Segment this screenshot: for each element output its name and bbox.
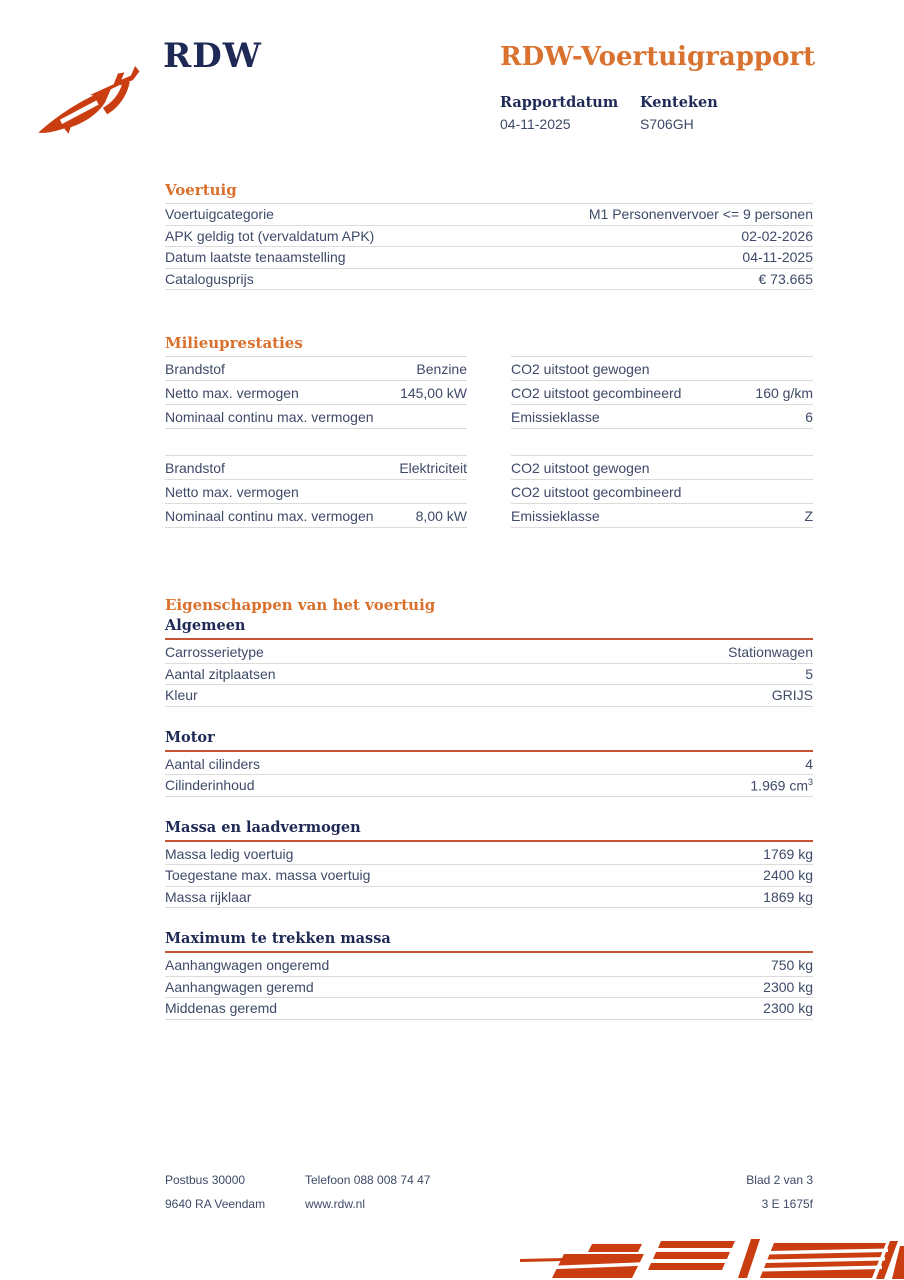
row-label: Aantal zitplaatsen (165, 665, 276, 682)
row-label: Toegestane max. massa voertuig (165, 867, 371, 884)
section-voertuig-title: Voertuig (165, 181, 237, 199)
voertuig-table (165, 203, 813, 290)
table-row (511, 405, 813, 429)
report-header (0, 0, 904, 165)
row-label: Brandstof (165, 360, 225, 377)
report-date-label: Rapportdatum (500, 94, 619, 111)
section-eigenschappen-title: Eigenschappen van het voertuig (165, 596, 436, 614)
table-row (165, 204, 813, 226)
footer-city: 9640 RA Veendam (165, 1197, 266, 1211)
row-label: Emissieklasse (511, 507, 600, 524)
row-value: 750 kg (770, 957, 813, 974)
footer-doc-code: 3 E 1675f (761, 1197, 813, 1211)
row-label: Aanhangwagen geremd (165, 978, 314, 995)
table-row (165, 977, 813, 999)
row-value: Stationwagen (728, 644, 813, 661)
motor-table (165, 754, 813, 797)
row-value (750, 777, 813, 794)
row-label: Massa rijklaar (165, 888, 252, 905)
rdw-logo-text: RDW (163, 36, 262, 76)
row-label: Datum laatste tenaamstelling (165, 249, 346, 266)
milieu-right-column (511, 356, 813, 429)
section-milieuprestaties (165, 334, 813, 528)
table-row (165, 998, 813, 1020)
milieu-left-column (165, 455, 467, 528)
footer-phone: Telefoon 088 008 74 47 (305, 1173, 431, 1187)
footer-postbus: Postbus 30000 (165, 1173, 246, 1187)
section-eigenschappen (165, 596, 813, 1020)
row-value: 4 (805, 755, 813, 772)
table-row (165, 269, 813, 291)
document-title: RDW-Voertuigrapport (500, 42, 816, 72)
row-label: Aanhangwagen ongeremd (165, 957, 330, 974)
report-date-value: 04-11-2025 (500, 116, 571, 132)
milieu-block-benzine (165, 356, 813, 429)
milieu-right-column (511, 455, 813, 528)
row-value-text: 1.969 cm (750, 777, 808, 794)
row-label: Netto max. vermogen (165, 384, 299, 401)
row-value: Z (804, 507, 813, 524)
subsection-algemeen (165, 617, 813, 707)
row-label: CO2 uitstoot gecombineerd (511, 483, 682, 500)
rdw-speedlines-graphic (520, 1236, 904, 1280)
row-label: Nominaal continu max. vermogen (165, 507, 374, 524)
milieu-left-column (165, 356, 467, 429)
row-value: 1869 kg (763, 888, 813, 905)
row-label: CO2 uitstoot gecombineerd (511, 384, 682, 401)
row-value: M1 Personenvervoer <= 9 personen (588, 206, 813, 223)
table-row (165, 357, 467, 381)
row-value-superscript: 3 (807, 776, 813, 787)
row-label: Kleur (165, 687, 198, 704)
row-label: Carrosserietype (165, 644, 264, 661)
table-row (511, 357, 813, 381)
section-voertuig (165, 181, 813, 290)
row-value: € 73.665 (758, 270, 813, 287)
row-label: Voertuigcategorie (165, 206, 274, 223)
row-label: CO2 uitstoot gewogen (511, 459, 650, 476)
row-label: Emissieklasse (511, 408, 600, 425)
table-row (165, 247, 813, 269)
row-label: Massa ledig voertuig (165, 845, 294, 862)
table-row (165, 775, 813, 797)
footer-line-1 (165, 1168, 813, 1192)
row-value: 6 (805, 408, 813, 425)
license-plate-label: Kenteken (640, 94, 718, 111)
table-row (511, 456, 813, 480)
row-value: 2300 kg (763, 978, 813, 995)
table-row (511, 504, 813, 528)
algemeen-table (165, 642, 813, 707)
row-value: 1769 kg (763, 845, 813, 862)
table-row (165, 664, 813, 686)
subsection-massa (165, 819, 813, 909)
row-value: 160 g/km (755, 384, 813, 401)
row-value: 2300 kg (763, 1000, 813, 1017)
milieu-block-elektriciteit (165, 455, 813, 528)
row-label: Aantal cilinders (165, 755, 260, 772)
row-value: 04-11-2025 (742, 249, 813, 266)
subsection-motor (165, 729, 813, 797)
footer-line-2 (165, 1192, 813, 1216)
subsection-title: Maximum te trekken massa (165, 930, 813, 953)
trekken-massa-table (165, 955, 813, 1020)
table-row (165, 480, 467, 504)
table-row (165, 887, 813, 909)
table-row (165, 685, 813, 707)
row-label: Netto max. vermogen (165, 483, 299, 500)
header-title-block (500, 42, 820, 132)
row-value: Benzine (416, 360, 467, 377)
license-plate-value: S706GH (640, 116, 694, 132)
row-label: Nominaal continu max. vermogen (165, 408, 374, 425)
footer-website: www.rdw.nl (305, 1197, 366, 1211)
row-value: 02-02-2026 (741, 227, 813, 244)
table-row (165, 754, 813, 776)
subsection-trekken-massa (165, 930, 813, 1020)
table-row (511, 480, 813, 504)
row-value: 2400 kg (763, 867, 813, 884)
row-label: Catalogusprijs (165, 270, 254, 287)
table-row (165, 844, 813, 866)
table-row (165, 865, 813, 887)
rdw-feather-logo-icon (36, 52, 144, 138)
report-footer (165, 1168, 813, 1216)
license-plate (640, 94, 780, 132)
report-date (500, 94, 640, 132)
table-row (165, 456, 467, 480)
speedlines-icon (520, 1236, 904, 1280)
table-row (165, 381, 467, 405)
table-row (165, 504, 467, 528)
row-value: 8,00 kW (415, 507, 467, 524)
row-label: Middenas geremd (165, 1000, 278, 1017)
row-label: Brandstof (165, 459, 225, 476)
row-value: GRIJS (771, 687, 813, 704)
table-row (165, 642, 813, 664)
row-value: Elektriciteit (399, 459, 467, 476)
row-value: 5 (805, 665, 813, 682)
row-value: 145,00 kW (400, 384, 467, 401)
massa-table (165, 844, 813, 909)
row-label: Cilinderinhoud (165, 777, 255, 794)
table-row (511, 381, 813, 405)
subsection-title: Massa en laadvermogen (165, 819, 813, 842)
section-milieu-title: Milieuprestaties (165, 334, 303, 352)
footer-page-indicator: Blad 2 van 3 (746, 1173, 813, 1187)
row-label: APK geldig tot (vervaldatum APK) (165, 227, 375, 244)
report-meta (500, 94, 820, 132)
row-label: CO2 uitstoot gewogen (511, 360, 650, 377)
report-content (165, 181, 813, 1020)
subsection-title: Algemeen (165, 617, 813, 640)
table-row (165, 405, 467, 429)
subsection-title: Motor (165, 729, 813, 752)
table-row (165, 955, 813, 977)
table-row (165, 226, 813, 248)
